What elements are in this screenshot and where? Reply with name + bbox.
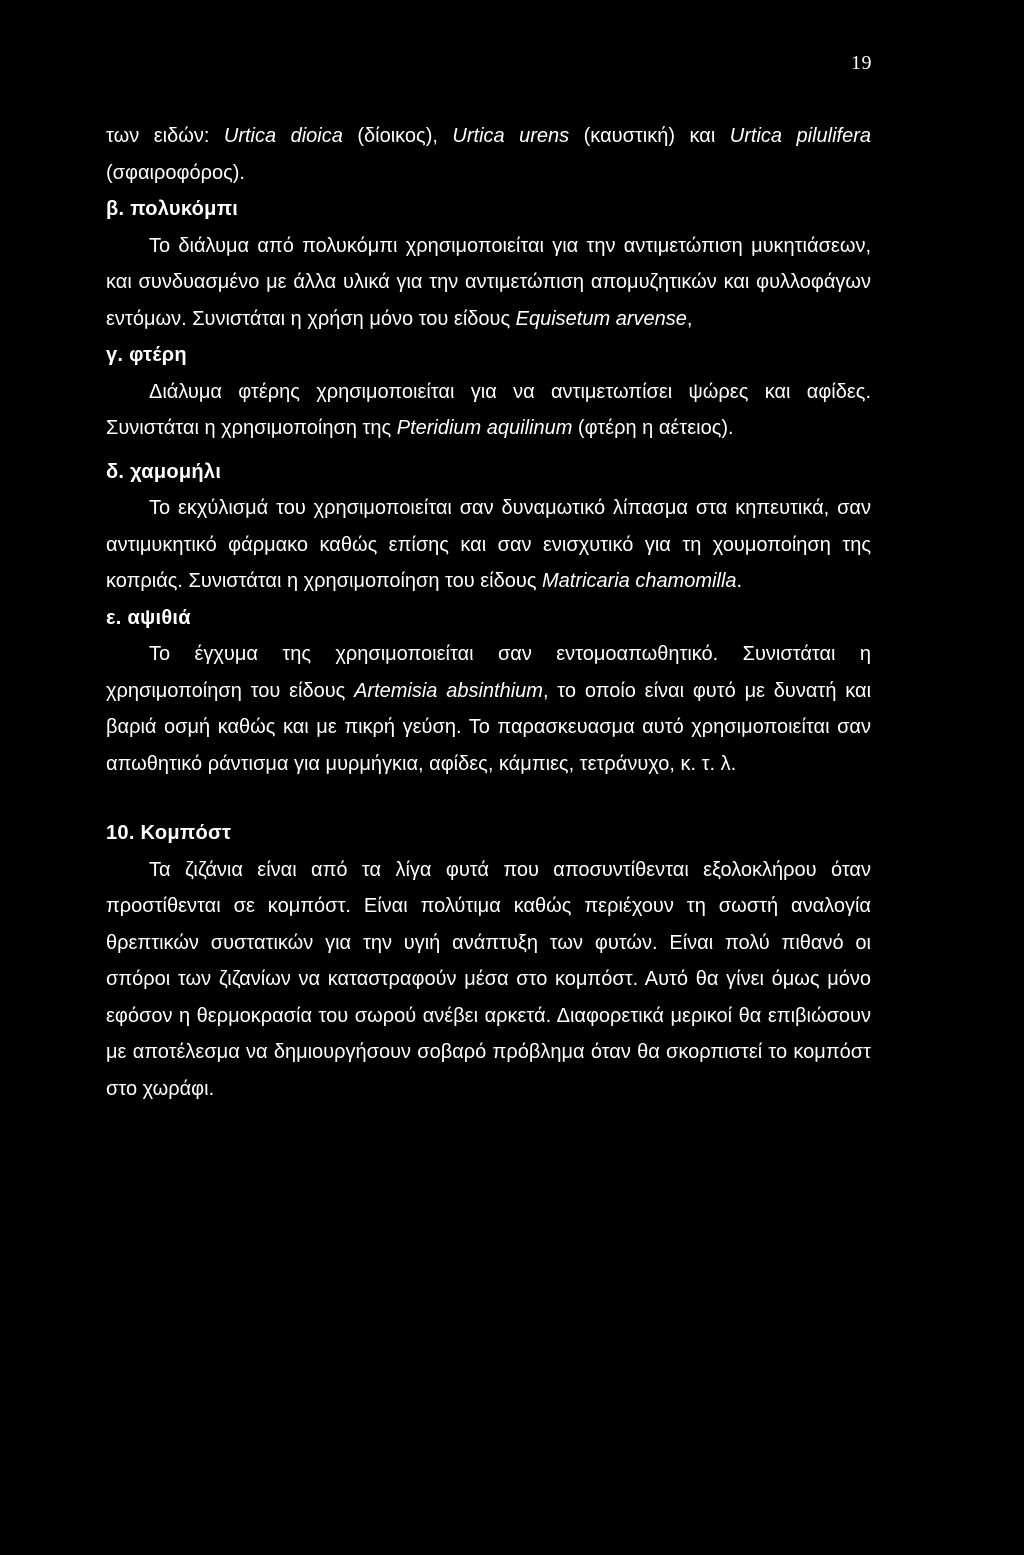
page-number: 19	[851, 52, 872, 74]
species-matricaria-chamomilla: Matricaria chamomilla	[542, 570, 737, 592]
gamma-text-2: (φτέρη η αέτειος).	[572, 417, 734, 439]
species-urtica-dioica: Urtica dioica	[223, 125, 343, 147]
intro-text-4: (σφαιροφόρος).	[106, 161, 245, 184]
paragraph-delta	[106, 490, 871, 600]
paragraph-section-10: Τα ζιζάνια είναι από τα λίγα φυτά που αποσυντίθενται εξολοκλήρου όταν προστίθενται σε κομπόστ. Είναι πολύτιμα καθώς περιέχουν τη σωστή αναλογία θρεπτικών συστατικών για την υγιή ανάπτυξη των φυτών. Είναι πολύ πιθανό οι σπόροι των ζιζανίων να καταστραφούν μέσα στο κομπόστ. Αυτό θα γίνει όμως μόνο εφόσον η θερμοκρασία του σωρού ανέβει αρκετά. Διαφορετικά μερικοί θα επιβιώσουν με αποτέλεσμα να δημιουργήσουν σοβαρό πρόβλημα όταν θα σκορπιστεί το κομπόστ στο χωράφι.	[106, 858, 871, 1100]
heading-epsilon: ε. αψιθιά	[106, 606, 191, 629]
delta-text-1: Το εκχύλισμά του χρησιμοποιείται σαν δυναμωτικό λίπασμα στα κηπευτικά, σαν αντιμυκητικό φάρμακο καθώς επίσης και σαν ενισχυτικό για τη χουμοποίηση της κοπριάς. Συνιστάται η χρησιμοποίηση του είδους	[106, 497, 871, 592]
beta-text-1: Το διάλυμα από πολυκόμπι χρησιμοποιείται για την αντιμετώπιση μυκητιάσεων, και συνδυασμένο με άλλα υλικά για την αντιμετώπιση απομυζητικών και φυλλοφάγων εντόμων. Συνιστάται η χρήση μόνο του είδους	[106, 234, 871, 330]
species-artemisia-absinthium: Artemisia absinthium	[354, 679, 543, 702]
species-urtica-urens: Urtica urens	[452, 125, 570, 147]
heading-delta: δ. χαμομήλι	[106, 460, 222, 483]
heading-gamma: γ. φτέρη	[106, 344, 187, 366]
gamma-text-1: Διάλυμα φτέρης χρησιμοποιείται για να αντιμετωπίσει ψώρες και αφίδες. Συνιστάται η χρησιμοποίηση της	[106, 380, 871, 439]
species-urtica-pilulifera: Urtica pilulifera	[729, 125, 871, 147]
paragraph-gamma	[106, 374, 871, 447]
page-body	[106, 118, 871, 1107]
heading-beta: β. πολυκόμπι	[106, 198, 239, 220]
beta-text-2: ,	[686, 307, 693, 330]
epsilon-text-2: , το οποίο είναι φυτό με δυνατή και βαριά οσμή καθώς και με πικρή γεύση. Το παρασκευασμα αυτό χρησιμοποιείται σαν απωθητικό ράντισμα για μυρμήγκια, αφίδες, κάμπιες, τετράνυχο, κ. τ. λ.	[106, 679, 872, 775]
species-pteridium-aquilinum: Pteridium aquilinum	[396, 417, 573, 439]
paragraph-epsilon	[106, 636, 871, 782]
heading-section-10: 10. Κομπόστ	[106, 822, 232, 844]
delta-text-2: .	[736, 570, 743, 592]
intro-text-1: των ειδών:	[106, 125, 224, 147]
epsilon-text-1: Το έγχυμα της χρησιμοποιείται σαν εντομοαπωθητικό. Συνιστάται η χρησιμοποίηση του είδους	[106, 643, 871, 702]
paragraph-beta	[106, 228, 871, 338]
intro-text-3: (καυστική) και	[569, 125, 730, 147]
species-equisetum-arvense: Equisetum arvense	[515, 307, 687, 330]
intro-paragraph	[106, 118, 871, 191]
intro-text-2: (δίοικος),	[342, 125, 453, 147]
